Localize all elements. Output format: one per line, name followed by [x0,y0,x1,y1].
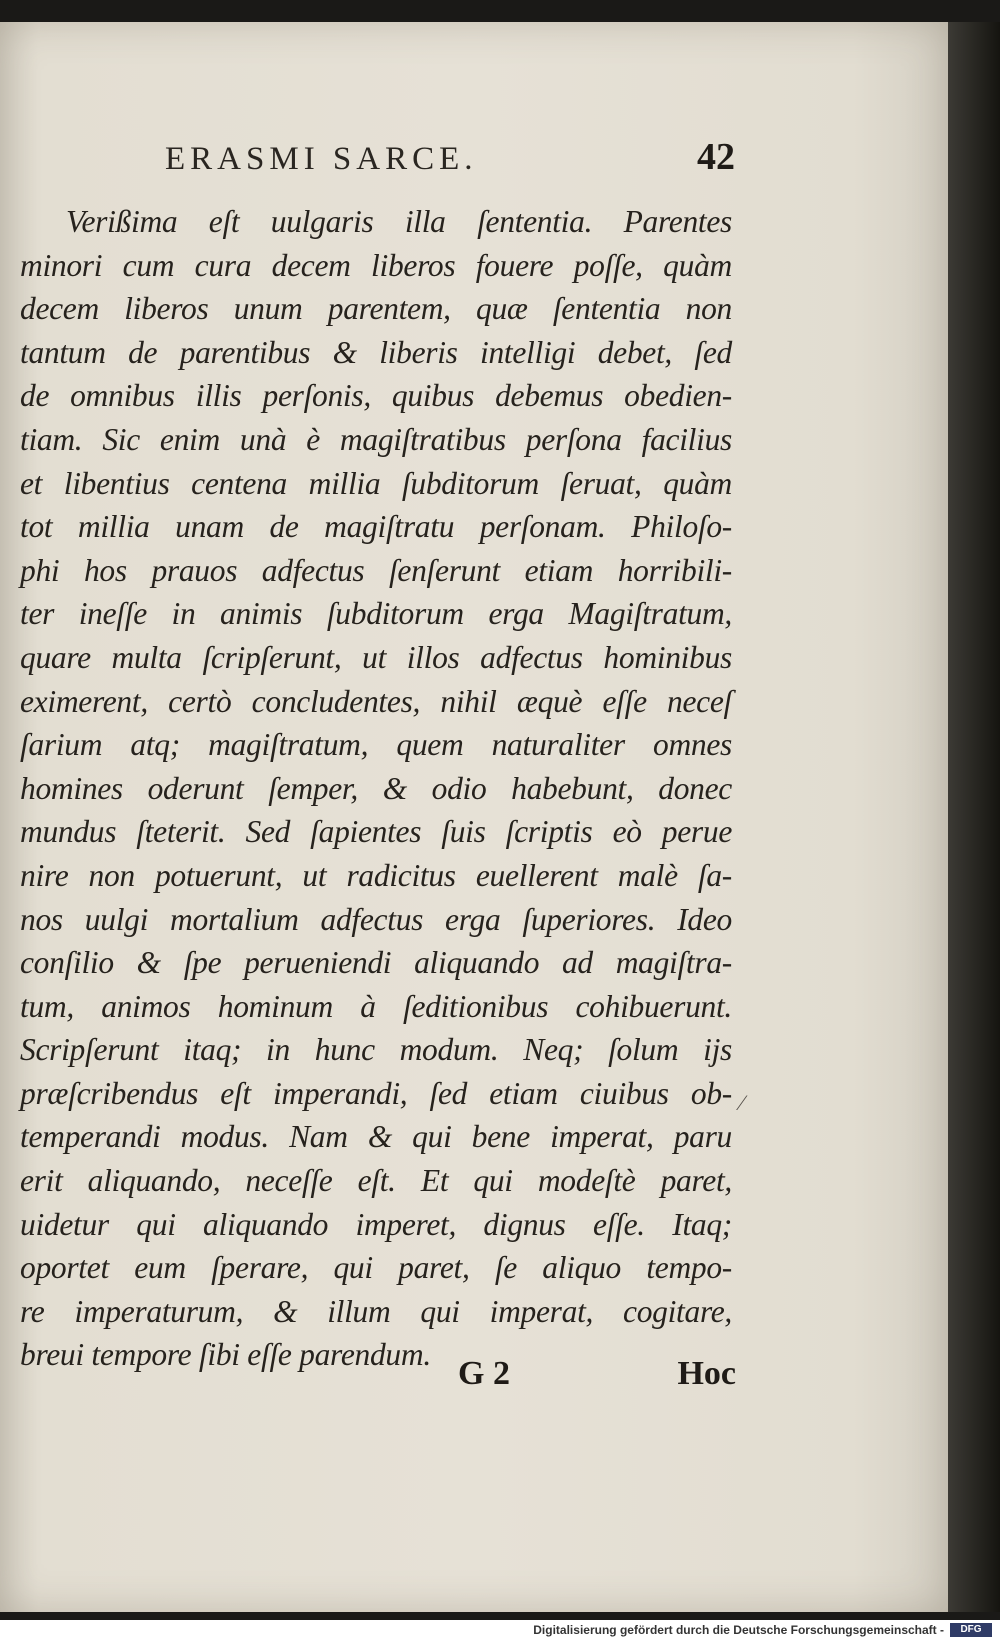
page-edge [948,22,1000,1612]
page-number: 42 [697,136,735,178]
text-line: ſarium atq; magiſtratum, quem naturaliter omnes [20,727,732,763]
text-line: re imperaturum, & illum qui imperat, cogitare, [20,1293,732,1329]
text-line: de omnibus illis perſonis, quibus debemus obedien- [20,378,732,414]
dfg-logo: DFG [950,1623,992,1637]
catchword: Hoc [677,1355,736,1392]
text-line: ter ineſſe in animis ſubditorum erga Magiſtratum, [20,596,732,632]
running-head: ERASMI SARCE. [165,141,478,177]
text-line: quare multa ſcripſerunt, ut illos adfectus hominibus [20,639,732,675]
credit-bar [0,1620,1000,1641]
body-text [20,200,732,1377]
text-line: præſcribendus eſt imperandi, ſed etiam ciuibus ob- [20,1075,732,1111]
text-line: oportet eum ſperare, qui paret, ſe aliquo tempo- [20,1250,732,1286]
signature-mark: G 2 [458,1355,510,1392]
text-line: Scripſerunt itaq; in hunc modum. Neq; ſolum ijs [20,1032,732,1068]
text-line: phi hos prauos adfectus ſenſerunt etiam horribili- [20,552,732,588]
text-line: breui tempore ſibi eſſe parendum. [20,1337,431,1373]
text-line: nos uulgi mortalium adfectus erga ſuperiores. Ideo [20,901,732,937]
text-line: mundus ſteterit. Sed ſapientes ſuis ſcriptis eò perue [20,814,732,850]
text-line: tot millia unam de magiſtratu perſonam. Philoſo- [20,509,732,545]
text-line: nire non potuerunt, ut radicitus euellerent malè ſa- [20,857,732,893]
funding-credit: Digitalisierung gefördert durch die Deutsche Forschungsgemeinschaft - [533,1623,944,1637]
text-line: temperandi modus. Nam & qui bene imperat, paru [20,1119,732,1155]
text-line: tum, animos hominum à ſeditionibus cohibuerunt. [20,988,732,1024]
page-footer [458,1355,736,1401]
text-line: eximerent, certò concludentes, nihil æquè eſſe neceſ [20,683,732,719]
text-line: tantum de parentibus & liberis intelligi debet, ſed [20,334,732,370]
page-header [165,135,735,185]
text-line: conſilio & ſpe perueniendi aliquando ad magiſtra- [20,945,732,981]
text-line: tiam. Sic enim unà è magiſtratibus perſona facilius [20,421,732,457]
margin-mark: ⁄ [740,1090,744,1115]
text-line: et libentius centena millia ſubditorum ſeruat, quàm [20,465,732,501]
text-line: decem liberos unum parentem, quæ ſententia non [20,291,732,327]
text-line: minori cum cura decem liberos fouere poſſe, quàm [20,247,732,283]
text-line: uidetur qui aliquando imperet, dignus eſſe. Itaq; [20,1206,732,1242]
text-line: erit aliquando, neceſſe eſt. Et qui modeſtè paret, [20,1163,732,1199]
text-line: Verißima eſt uulgaris illa ſententia. Parentes [66,204,732,239]
text-line: homines oderunt ſemper, & odio habebunt, donec [20,770,732,806]
